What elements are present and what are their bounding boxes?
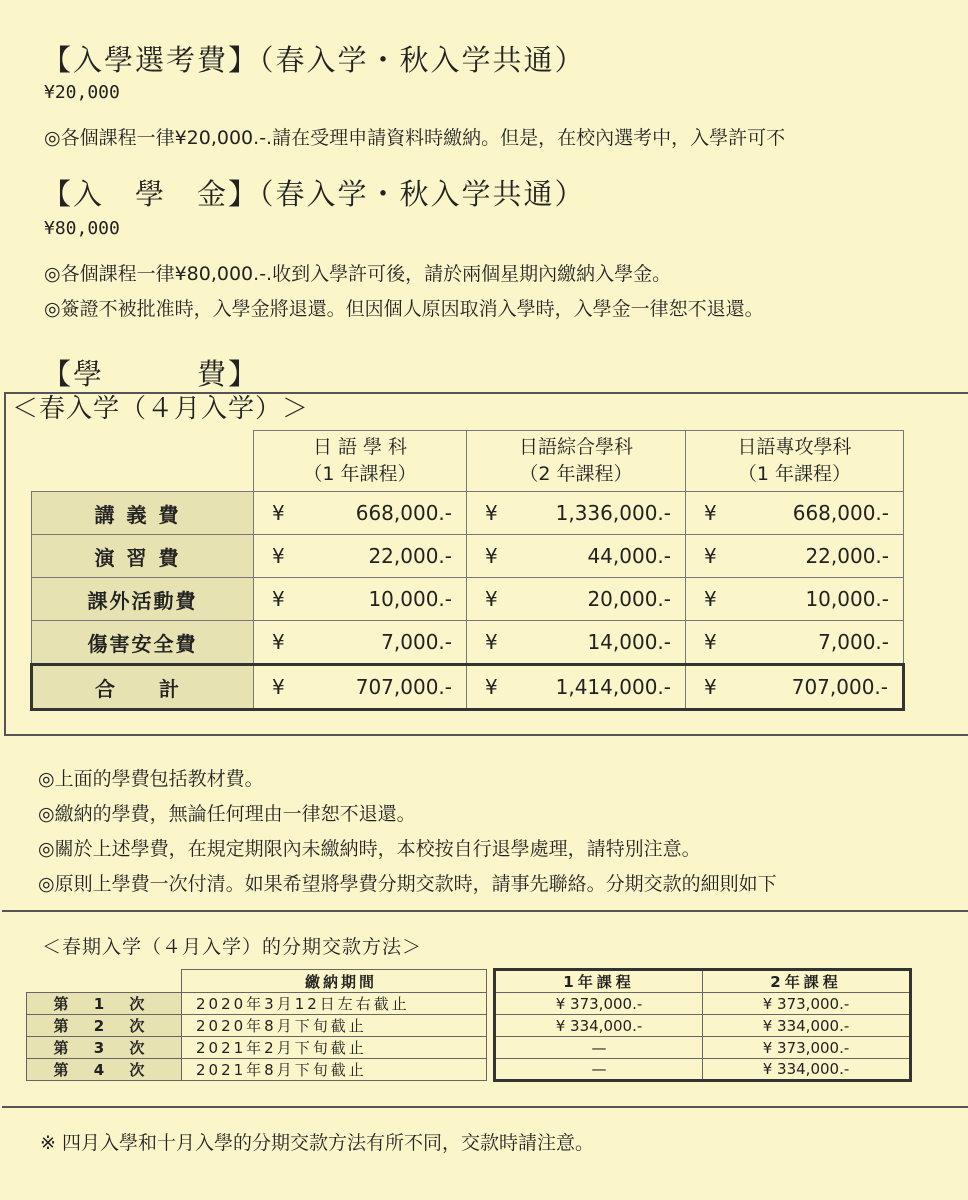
table-row (27, 1059, 911, 1081)
table-row (32, 535, 904, 578)
installment-period: 2020年3月12日左右截止 (182, 993, 487, 1015)
inst-corner (27, 970, 182, 993)
tuition-note-2: ◎繳納的學費，無論任何理由一律恕不退還。 (38, 803, 416, 825)
spring-tuition-box-title: ＜春入学（４月入学）＞ (12, 394, 310, 424)
installment-course1: — (495, 1059, 703, 1081)
total-row (32, 665, 904, 710)
table-row (27, 993, 911, 1015)
total-cell: ¥ 707,000.- (686, 665, 904, 710)
fee-cell: ¥ 44,000.- (467, 535, 686, 578)
fee-cell: ¥ 20,000.- (467, 578, 686, 621)
period-header: 繳納期間 (182, 970, 487, 993)
installment-header-row (27, 970, 911, 993)
installment-course2: ¥ 373,000.- (703, 993, 911, 1015)
row-label: 講義費 (32, 492, 254, 535)
entrance-fee-note-2: ◎簽證不被批准時，入學金將退還。但因個人原因取消入學時，入學金一律恕不退還。 (44, 298, 764, 320)
course2-header: 2年課程 (703, 970, 911, 993)
installment-table (26, 968, 912, 1082)
row-label: 課外活動費 (32, 578, 254, 621)
fee-cell: ¥ 22,000.- (686, 535, 904, 578)
fee-cell: ¥ 7,000.- (254, 621, 467, 665)
total-cell: ¥ 707,000.- (254, 665, 467, 710)
tuition-note-1: ◎上面的學費包括教材費。 (38, 768, 264, 790)
selection-fee-note: ◎各個課程一律¥20,000.-.請在受理申請資料時繳納。但是，在校內選考中，入學許可不 (44, 127, 786, 149)
spring-tuition-box (4, 392, 968, 736)
fee-cell: ¥ 10,000.- (686, 578, 904, 621)
fee-cell: ¥ 7,000.- (686, 621, 904, 665)
installment-period: 2020年8月下旬截止 (182, 1015, 487, 1037)
fee-cell: ¥ 668,000.- (254, 492, 467, 535)
table-row (32, 578, 904, 621)
fee-cell: ¥ 22,000.- (254, 535, 467, 578)
row-label: 傷害安全費 (32, 621, 254, 665)
tuition-note-4: ◎原則上學費一次付清。如果希望將學費分期交款時，請事先聯絡。分期交款的細則如下 (38, 873, 777, 895)
installment-num: 第 2 次 (27, 1015, 182, 1037)
fee-cell: ¥ 14,000.- (467, 621, 686, 665)
tuition-note-3: ◎關於上述學費，在規定期限內未繳納時，本校按自行退學處理，請特別注意。 (38, 838, 701, 860)
installment-course1: ¥ 373,000.- (495, 993, 703, 1015)
installment-num: 第 1 次 (27, 993, 182, 1015)
installment-title: ＜春期入学（４月入学）的分期交款方法＞ (42, 936, 423, 958)
col-header-2: 日語綜合學科 （2 年課程） (467, 431, 686, 492)
installment-course2: ¥ 334,000.- (703, 1059, 911, 1081)
table-row (27, 1037, 911, 1059)
table-row (32, 621, 904, 665)
selection-fee-amount: ¥20,000 (44, 82, 120, 103)
entrance-fee-amount: ¥80,000 (44, 218, 120, 239)
row-label: 演習費 (32, 535, 254, 578)
installment-course1: — (495, 1037, 703, 1059)
total-label: 合 計 (32, 665, 254, 710)
entrance-fee-note-1: ◎各個課程一律¥80,000.-.收到入學許可後，請於兩個星期內繳納入學金。 (44, 263, 672, 285)
installment-course1: ¥ 334,000.- (495, 1015, 703, 1037)
installment-period: 2021年8月下旬截止 (182, 1059, 487, 1081)
tuition-title: 【學 費】 (42, 357, 260, 391)
table-corner (32, 431, 254, 492)
fee-cell: ¥ 1,336,000.- (467, 492, 686, 535)
selection-fee-title: 【入學選考費】（春入学・秋入学共通） (42, 43, 586, 77)
col-header-1: 日 語 學 科 （1 年課程） (254, 431, 467, 492)
installment-course2: ¥ 373,000.- (703, 1037, 911, 1059)
entrance-fee-title: 【入 學 金】（春入学・秋入学共通） (42, 177, 586, 211)
fee-cell: ¥ 668,000.- (686, 492, 904, 535)
tuition-table (30, 430, 905, 711)
col-header-3: 日語專攻學科 （1 年課程） (686, 431, 904, 492)
table-row (32, 492, 904, 535)
installment-num: 第 4 次 (27, 1059, 182, 1081)
fee-cell: ¥ 10,000.- (254, 578, 467, 621)
table-row (27, 1015, 911, 1037)
installment-num: 第 3 次 (27, 1037, 182, 1059)
total-cell: ¥ 1,414,000.- (467, 665, 686, 710)
installment-period: 2021年2月下旬截止 (182, 1037, 487, 1059)
installment-course2: ¥ 334,000.- (703, 1015, 911, 1037)
course1-header: 1年課程 (495, 970, 703, 993)
footer-note: ※ 四月入學和十月入學的分期交款方法有所不同，交款時請注意。 (40, 1132, 594, 1154)
installment-box (2, 910, 968, 1108)
